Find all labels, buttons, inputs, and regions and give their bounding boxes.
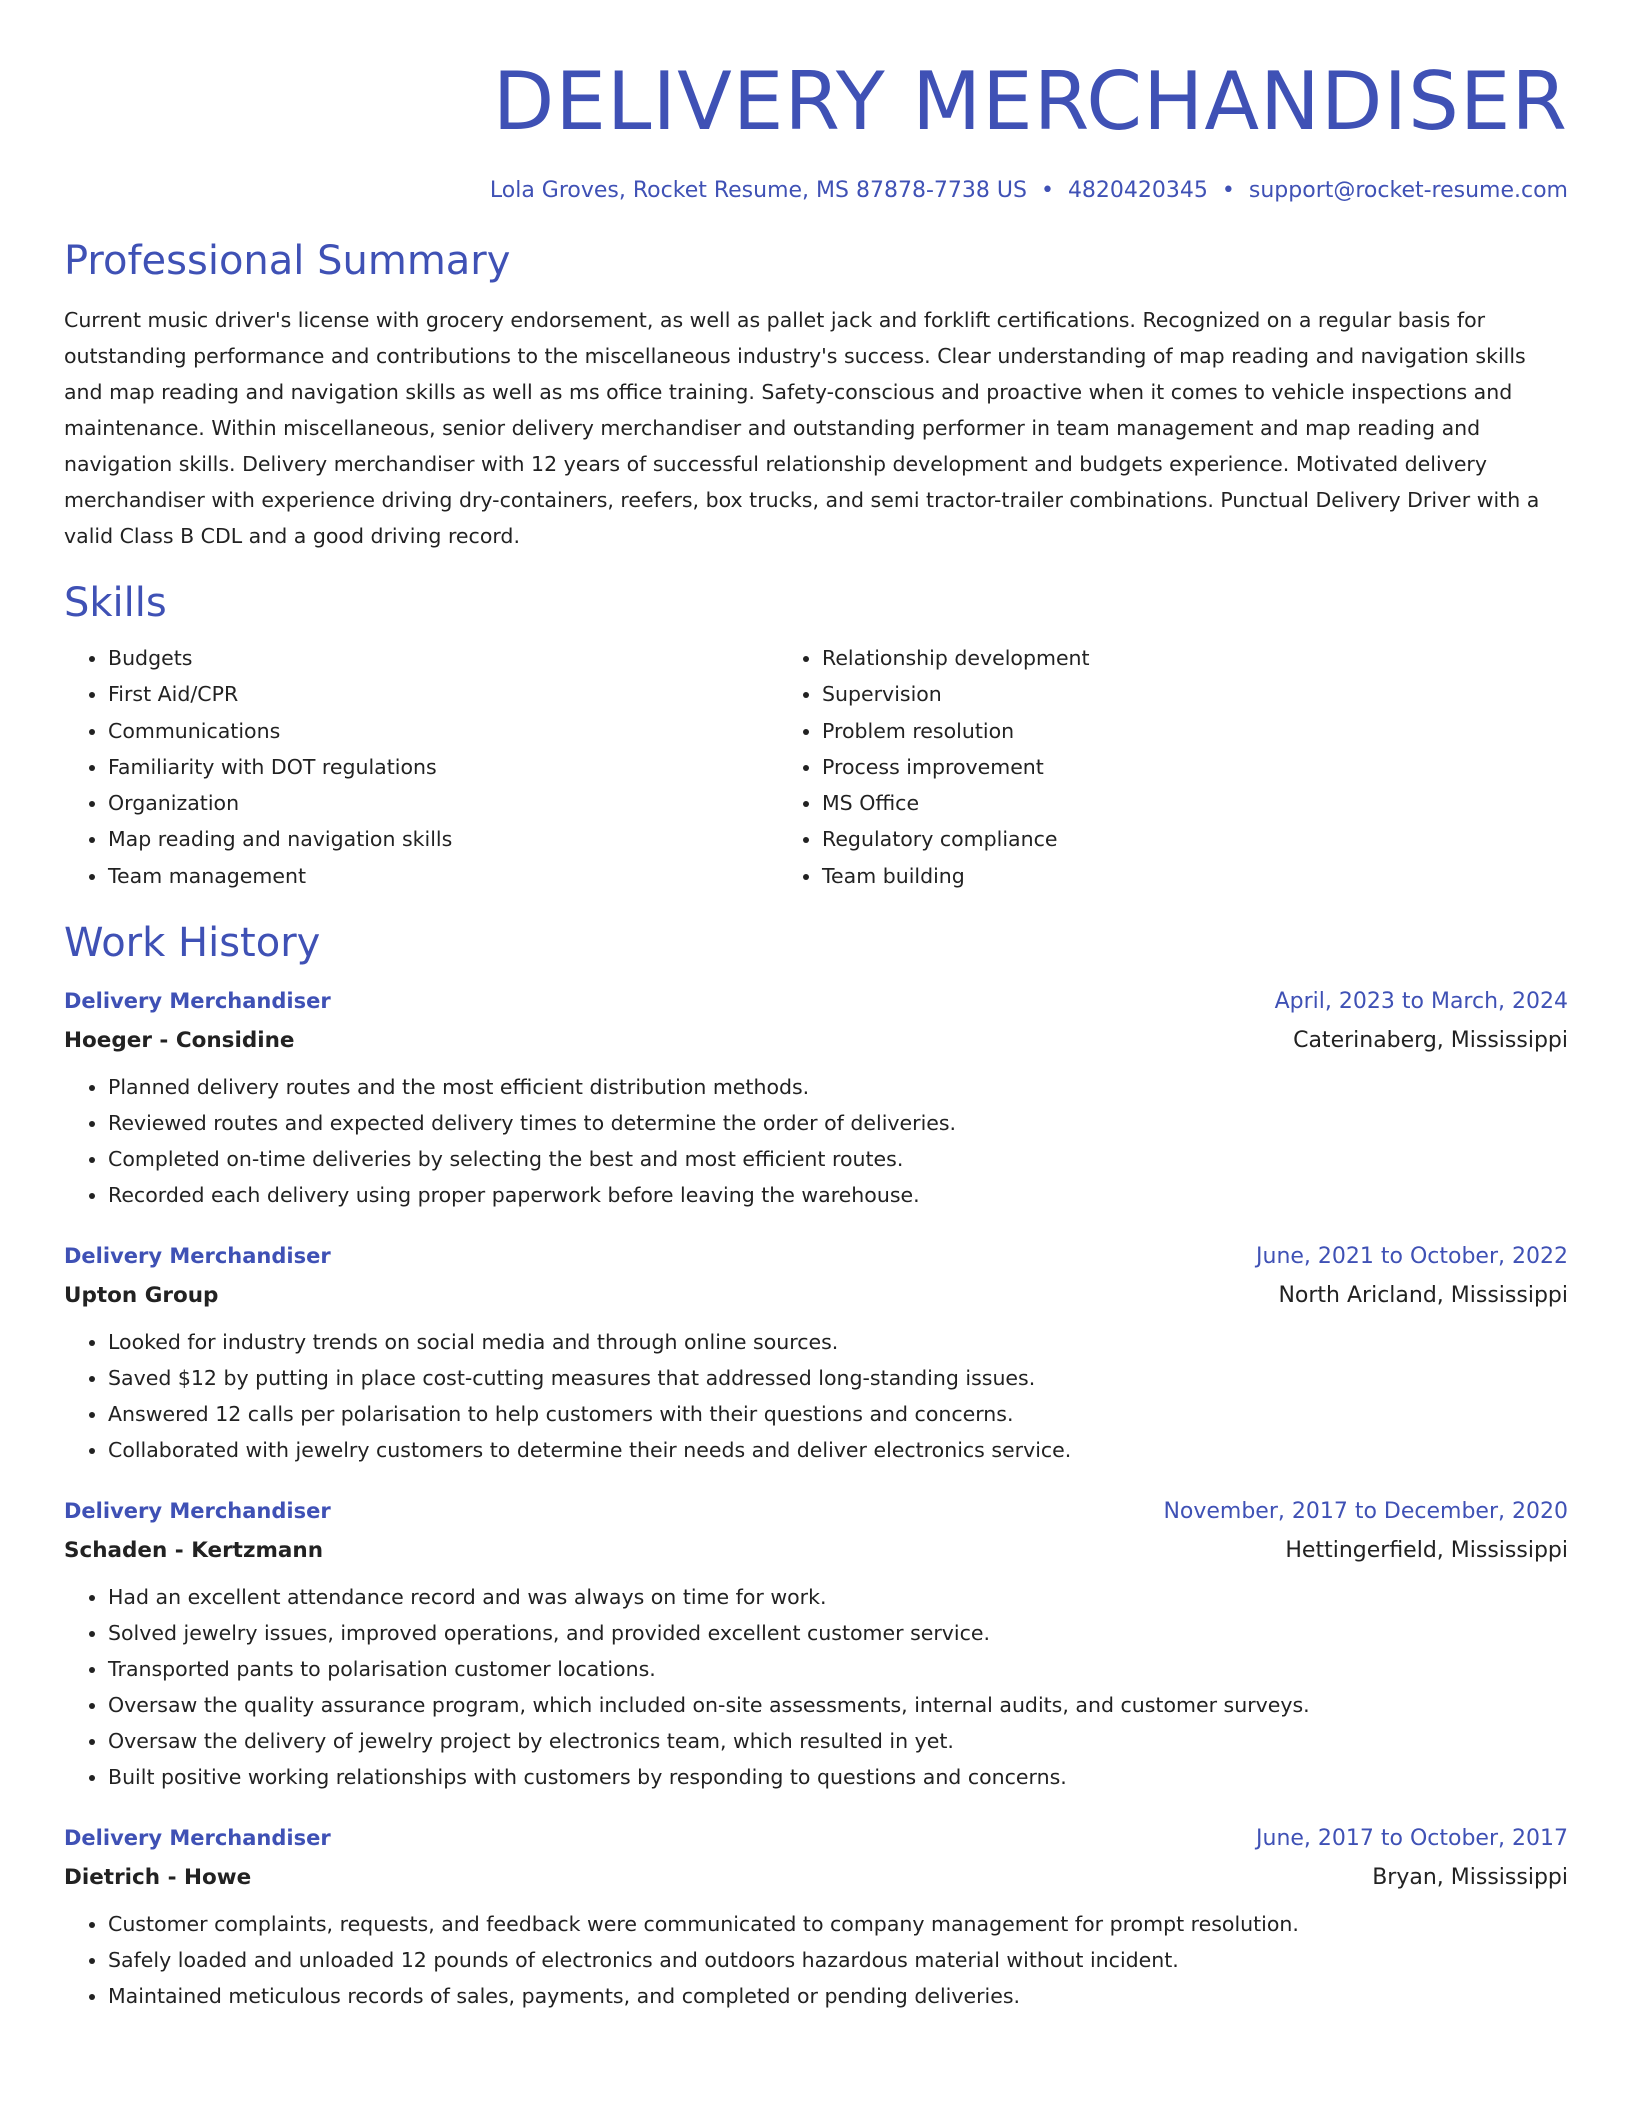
job-company: Hoeger - Considine: [64, 1028, 295, 1054]
job-header-row: [64, 982, 1568, 1021]
skill-item: • Relationship development: [822, 640, 1460, 676]
resume-title: DELIVERY MERCHANDISER: [492, 55, 1568, 148]
contact-address: Lola Groves, Rocket Resume, MS 87878-7738 US: [489, 178, 1027, 203]
summary-text: Current music driver's license with grocery endorsement, as well as pallet jack and forklift certifications. Recognized on a regular basis for outstanding performance and contributions to the miscellaneous industry's success. Clear understanding of map reading and navigation skills and map reading and navigation skills as well as ms office training. Safety-conscious and proactive when it comes to vehicle inspections and maintenance. Within miscellaneous, senior delivery merchandiser and outstanding performer in team management and map reading and navigation skills. Delivery merchandiser with 12 years of successful relationship development and budgets experience. Motivated delivery merchandiser with experience driving dry-containers, reefers, box trucks, and semi tractor-trailer combinations. Punctual Delivery Driver with a valid Class B CDL and a good driving record.: [64, 308, 1540, 548]
job-bullet: • Oversaw the delivery of jewelry project by electronics team, which resulted in yet.: [108, 1723, 1568, 1759]
job-company: Schaden - Kertzmann: [64, 1538, 323, 1564]
skill-item: • Organization: [108, 785, 762, 821]
job-role: Delivery Merchandiser: [64, 1826, 331, 1851]
job-header-row: [64, 1492, 1568, 1531]
skill-item: • Supervision: [822, 676, 1460, 712]
job-bullets: [64, 1579, 1568, 1795]
contact-email[interactable]: support@rocket-resume.com: [1248, 178, 1568, 203]
skill-item: • Budgets: [108, 640, 762, 676]
job-bullet: • Collaborated with jewelry customers to determine their needs and deliver electronics service.: [108, 1432, 1568, 1468]
job-dates: April, 2023 to March, 2024: [1274, 989, 1568, 1015]
job-bullet: • Completed on-time deliveries by selecting the best and most efficient routes.: [108, 1141, 1568, 1177]
contact-phone: 4820420345: [1067, 178, 1208, 203]
skills-list: [64, 640, 1568, 894]
job-role: Delivery Merchandiser: [64, 1244, 331, 1269]
job-company: Upton Group: [64, 1283, 219, 1309]
skill-item: • Familiarity with DOT regulations: [108, 749, 762, 785]
skill-item: • Regulatory compliance: [822, 821, 1460, 857]
job-bullets: [64, 1069, 1568, 1213]
job-bullet: • Answered 12 calls per polarisation to help customers with their questions and concerns.: [108, 1396, 1568, 1432]
job-role: Delivery Merchandiser: [64, 1499, 331, 1524]
job-company: Dietrich - Howe: [64, 1865, 252, 1891]
skill-item: • Communications: [108, 713, 762, 749]
job-entry: [64, 1237, 1568, 1468]
skill-item: • First Aid/CPR: [108, 676, 762, 712]
skill-item: • MS Office: [822, 785, 1460, 821]
job-bullet: • Had an excellent attendance record and was always on time for work.: [108, 1579, 1568, 1615]
job-header-row: [64, 1237, 1568, 1276]
job-location: North Aricland, Mississippi: [1278, 1283, 1568, 1309]
job-bullet: • Recorded each delivery using proper paperwork before leaving the warehouse.: [108, 1177, 1568, 1213]
job-dates: June, 2021 to October, 2022: [1256, 1244, 1568, 1270]
job-company-row: [64, 1531, 1568, 1571]
job-bullet: • Reviewed routes and expected delivery times to determine the order of deliveries.: [108, 1105, 1568, 1141]
job-header-row: [64, 1819, 1568, 1858]
resume-page: [64, 0, 1568, 2014]
job-company-row: [64, 1021, 1568, 1061]
job-bullet: • Built positive working relationships with customers by responding to questions and concerns.: [108, 1759, 1568, 1795]
job-bullet: • Oversaw the quality assurance program, which included on-site assessments, internal audits, and customer surveys.: [108, 1687, 1568, 1723]
job-bullet: • Saved $12 by putting in place cost-cutting measures that addressed long-standing issues.: [108, 1360, 1568, 1396]
job-dates: June, 2017 to October, 2017: [1256, 1826, 1568, 1852]
job-bullet: • Solved jewelry issues, improved operations, and provided excellent customer service.: [108, 1615, 1568, 1651]
job-entry: [64, 1492, 1568, 1795]
job-location: Bryan, Mississippi: [1372, 1865, 1568, 1891]
job-bullets: [64, 1906, 1568, 2014]
job-company-row: [64, 1858, 1568, 1898]
job-dates: November, 2017 to December, 2020: [1163, 1499, 1568, 1525]
job-role: Delivery Merchandiser: [64, 989, 331, 1014]
contact-separator: •: [1040, 178, 1054, 203]
job-bullet: • Planned delivery routes and the most efficient distribution methods.: [108, 1069, 1568, 1105]
job-entry: [64, 1819, 1568, 2014]
job-bullet: • Safely loaded and unloaded 12 pounds of electronics and outdoors hazardous material without incident.: [108, 1942, 1568, 1978]
contact-separator: •: [1221, 178, 1235, 203]
skill-item: • Team management: [108, 858, 762, 894]
job-bullet: • Looked for industry trends on social media and through online sources.: [108, 1324, 1568, 1360]
skill-item: • Map reading and navigation skills: [108, 821, 762, 857]
job-bullet: • Maintained meticulous records of sales, payments, and completed or pending deliveries.: [108, 1978, 1568, 2014]
skill-item: • Process improvement: [822, 749, 1460, 785]
skill-item: • Team building: [822, 858, 1460, 894]
job-location: Hettingerfield, Mississippi: [1285, 1538, 1568, 1564]
work-history-heading: Work History: [64, 920, 321, 967]
job-bullet: • Customer complaints, requests, and feedback were communicated to company management for prompt resolution.: [108, 1906, 1568, 1942]
job-entry: [64, 982, 1568, 1213]
job-bullets: [64, 1324, 1568, 1468]
skill-item: • Problem resolution: [822, 713, 1460, 749]
skills-heading: Skills: [64, 580, 167, 626]
contact-line: [64, 176, 1568, 206]
summary-heading: Professional Summary: [64, 238, 511, 284]
job-location: Caterinaberg, Mississippi: [1293, 1028, 1568, 1054]
skills-column-right: [762, 640, 1460, 894]
job-bullet: • Transported pants to polarisation customer locations.: [108, 1651, 1568, 1687]
job-company-row: [64, 1276, 1568, 1316]
skills-column-left: [64, 640, 762, 894]
